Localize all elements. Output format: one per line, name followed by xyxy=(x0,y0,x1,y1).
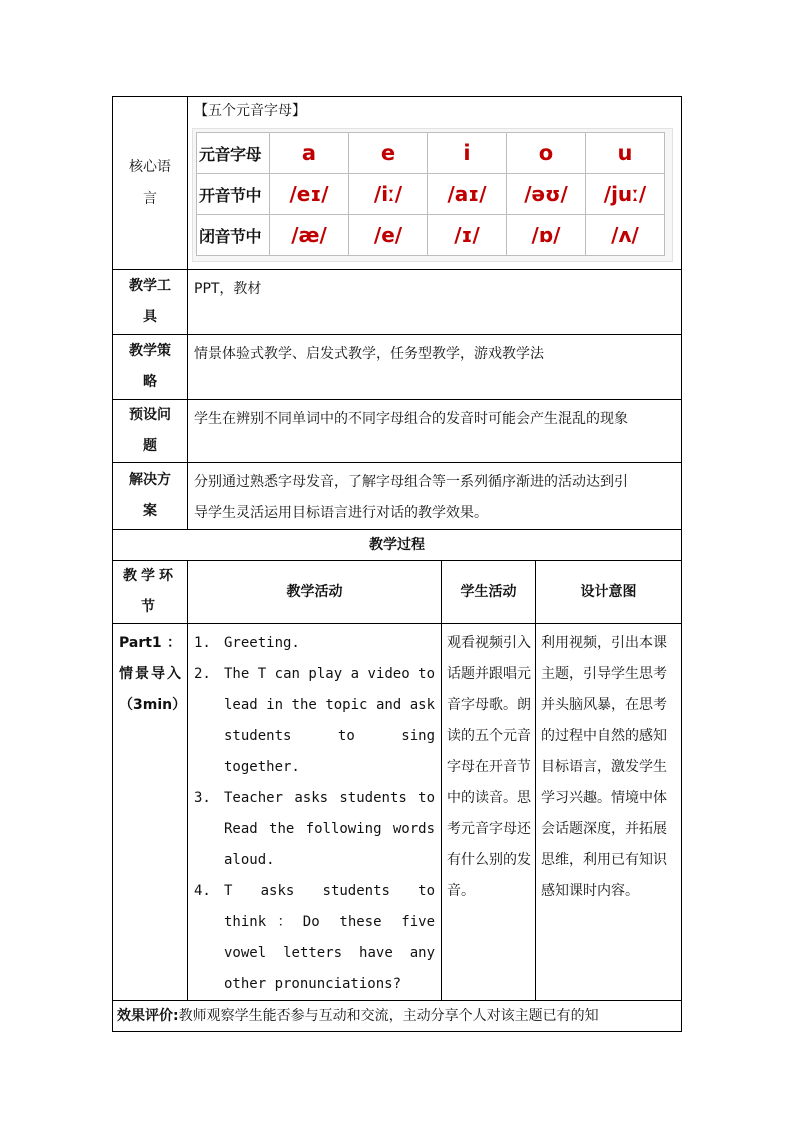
col-stage-header: 教学环节 xyxy=(113,561,188,624)
problem-label: 预设问题 xyxy=(113,400,188,463)
problem-row xyxy=(113,400,682,463)
vowel-cell: a xyxy=(270,133,349,174)
solution-label: 解决方案 xyxy=(113,463,188,530)
list-item: 4. T asks students to think：Do these five vowel letters have any other pronunciations? xyxy=(194,883,435,992)
vowel-chart-image xyxy=(192,128,673,262)
phonetic-cell: /əʊ/ xyxy=(507,174,586,215)
solution-text: 分别通过熟悉字母发音，了解字母组合等一系列循序渐进的活动达到引导学生灵活运用目标语言进行对话的教学效果。 xyxy=(188,463,682,530)
strategy-label: 教学策略 xyxy=(113,335,188,400)
phonetic-cell: /ɪ/ xyxy=(428,215,507,256)
core-language-label: 核心语言 xyxy=(113,97,188,270)
evaluation-cell xyxy=(113,1001,682,1032)
lesson-plan-page xyxy=(112,96,681,1032)
part1-row xyxy=(113,624,682,1001)
open-syllable-head: 开音节中 xyxy=(197,174,270,215)
process-title-row xyxy=(113,530,682,561)
open-syllable-row xyxy=(197,174,665,215)
tools-row xyxy=(113,270,682,335)
list-item: 1. Greeting. xyxy=(194,635,300,651)
stage-cell: Part1：情景导入（3min） xyxy=(113,624,188,1001)
strategy-row xyxy=(113,335,682,400)
phonetic-cell: /e/ xyxy=(349,215,428,256)
core-language-row xyxy=(113,97,682,270)
phonetic-cell: /ʌ/ xyxy=(586,215,665,256)
vowel-cell: o xyxy=(507,133,586,174)
evaluation-row xyxy=(113,1001,682,1032)
col-intent-header: 设计意图 xyxy=(536,561,682,624)
activity-cell xyxy=(188,624,442,1001)
student-activity-cell: 观看视频引入话题并跟唱元音字母歌。朗读的五个元音字母在开音节中的读音。思考元音字母还有什么别的发音。 xyxy=(442,624,536,1001)
activity-list xyxy=(194,628,435,1000)
col-student-header: 学生活动 xyxy=(442,561,536,624)
process-header-row xyxy=(113,561,682,624)
evaluation-text: 教师观察学生能否参与互动和交流，主动分享个人对该主题已有的知 xyxy=(178,1008,599,1024)
problem-text: 学生在辨别不同单词中的不同字母组合的发音时可能会产生混乱的现象 xyxy=(188,400,682,463)
vowel-grid xyxy=(196,132,665,256)
phonetic-cell: /eɪ/ xyxy=(270,174,349,215)
list-item: 2. The T can play a video to lead in the topic and ask students to sing together. xyxy=(194,666,435,775)
list-item: 3. Teacher asks students to Read the following words aloud. xyxy=(194,790,435,868)
tools-label: 教学工具 xyxy=(113,270,188,335)
col-activity-header: 教学活动 xyxy=(188,561,442,624)
design-intent-cell: 利用视频，引出本课主题，引导学生思考并头脑风暴，在思考的过程中自然的感知目标语言，激发学生学习兴趣。情境中体会话题深度，并拓展思维，利用已有知识感知课时内容。 xyxy=(536,624,682,1001)
tools-text: PPT，教材 xyxy=(188,270,682,335)
phonetic-cell: /ɒ/ xyxy=(507,215,586,256)
closed-syllable-row xyxy=(197,215,665,256)
process-title: 教学过程 xyxy=(113,530,682,561)
phonetic-cell: /iː/ xyxy=(349,174,428,215)
vowel-row-head: 元音字母 xyxy=(197,133,270,174)
vowel-cell: e xyxy=(349,133,428,174)
phonetic-cell: /aɪ/ xyxy=(428,174,507,215)
vowel-letter-row xyxy=(197,133,665,174)
phonetic-cell: /æ/ xyxy=(270,215,349,256)
vowel-caption: 【五个元音字母】 xyxy=(194,103,306,119)
core-language-content xyxy=(188,97,682,270)
solution-row xyxy=(113,463,682,530)
vowel-cell: u xyxy=(586,133,665,174)
evaluation-label: 效果评价: xyxy=(117,1008,179,1024)
vowel-cell: i xyxy=(428,133,507,174)
lesson-plan-table xyxy=(112,96,682,1032)
closed-syllable-head: 闭音节中 xyxy=(197,215,270,256)
phonetic-cell: /juː/ xyxy=(586,174,665,215)
strategy-text: 情景体验式教学、启发式教学，任务型教学，游戏教学法 xyxy=(188,335,682,400)
